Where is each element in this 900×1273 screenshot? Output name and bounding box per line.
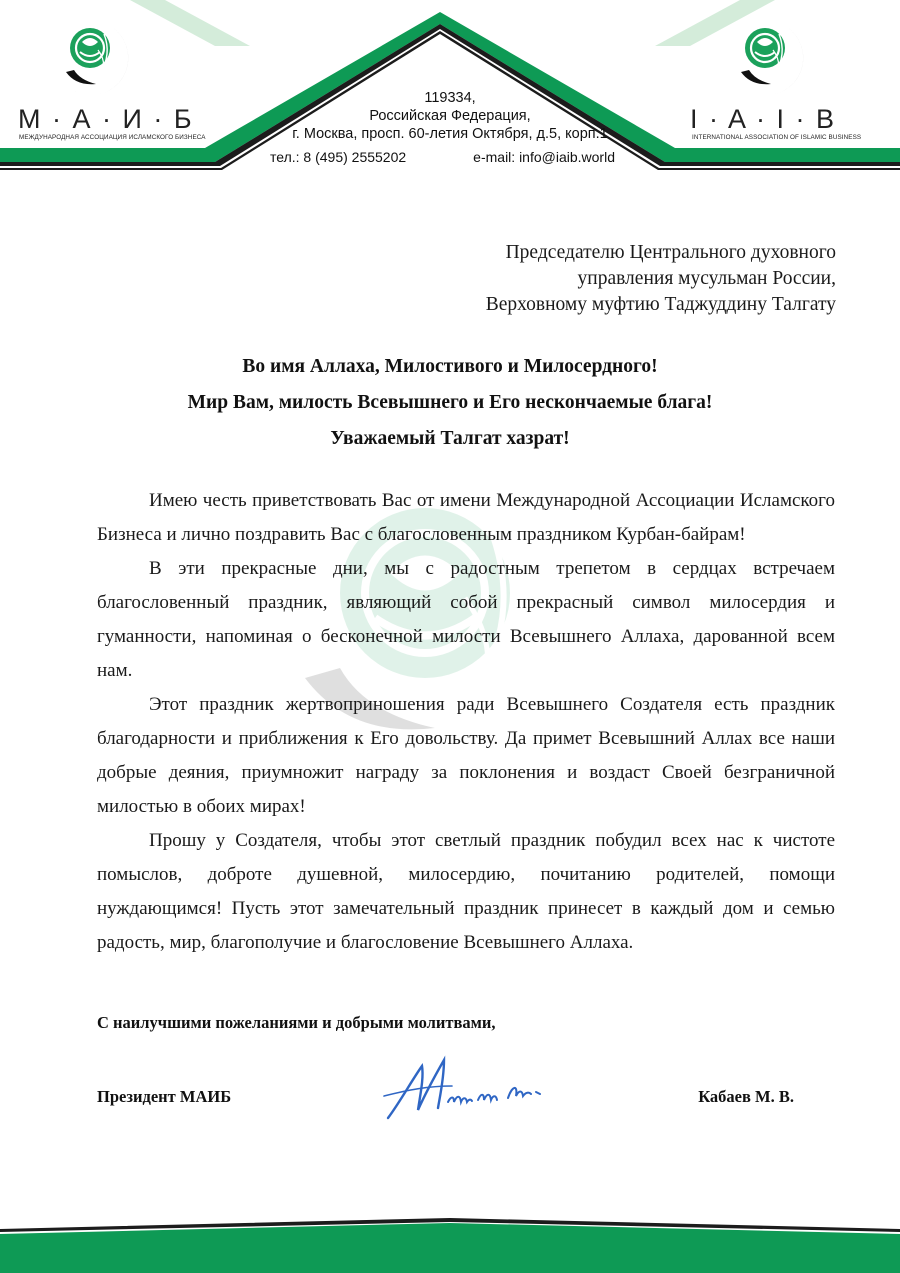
contacts-line [270,149,615,165]
body-paragraph-4: Прошу у Создателя, чтобы этот светлый праздник побудил всех нас к чистоте помыслов, доброте душевной, милосердию, почитанию родителей, помощи нуждающимся! Пусть этот замечательный праздник принесет в каждый дом и семью радость, мир, благополучие и благословение Всевышнего Аллаха. [97,830,835,953]
greeting-line-1: Во имя Аллаха, Милостивого и Милосердного! [242,356,658,377]
body-paragraph-3: Этот праздник жертвоприношения ради Всевышнего Создателя есть праздник благодарности и приближения к Его довольству. Да примет Всевышний Аллах все наши добрые деяния, приумножит награду за поклонения и воздаст Своей безграничной милостью в обоих мирах! [97,694,835,817]
body-paragraph-1: Имею честь приветствовать Вас от имени Международной Ассоциации Исламского Бизнеса и лично поздравить Вас с благословенным праздником Курбан-байрам! [97,490,835,545]
right-logo-letters: I · A · I · B [690,104,837,134]
right-logo-subtitle: INTERNATIONAL ASSOCIATION OF ISLAMIC BUSINESS [692,134,862,141]
footer-green-band [0,1223,900,1273]
address-country: Российская Федерация, [369,108,531,124]
left-logo-letters: М · А · И · Б [18,104,194,134]
body-paragraph-2: В эти прекрасные дни, мы с радостным трепетом в сердцах встречаем благословенный праздник, являющий собой прекрасный символ милосердия и гуманности, напоминая о бесконечной милости Всевышнего Аллаха, дарованной всем нам. [97,558,835,681]
crescent-ornament-logo-left [58,20,134,98]
footer-banner [0,1218,900,1273]
address-street: г. Москва, просп. 60-летия Октября, д.5, корп.1 [292,126,608,142]
email-address: e-mail: info@iaib.world [473,149,615,165]
signer-title: Президент МАИБ [97,1087,232,1106]
crescent-ornament-logo-right [733,20,809,98]
handwritten-signature-icon [378,1052,568,1124]
closing-line: С наилучшими пожеланиями и добрыми молитвами, [97,1013,496,1032]
left-logo-subtitle: МЕЖДУНАРОДНАЯ АССОЦИАЦИЯ ИСЛАМСКОГО БИЗНЕСА [19,134,206,141]
address-postcode: 119334, [424,90,476,106]
addressee-line-2: управления мусульман России, [577,268,836,289]
addressee-line-3: Верховному муфтию Таджуддину Талгату [485,294,836,315]
greeting-line-2: Мир Вам, милость Всевышнего и Его нескончаемые блага! [187,392,713,413]
greeting-line-3: Уважаемый Талгат хазрат! [330,428,570,449]
letter-body [97,484,835,960]
address-block [250,89,650,143]
addressee-line-1: Председателю Центрального духовного [505,242,836,263]
phone-number: тел.: 8 (495) 2555202 [270,149,407,165]
signer-name: Кабаев М. В. [698,1087,794,1106]
addressee-block [486,240,836,318]
greeting-headings [60,352,840,460]
